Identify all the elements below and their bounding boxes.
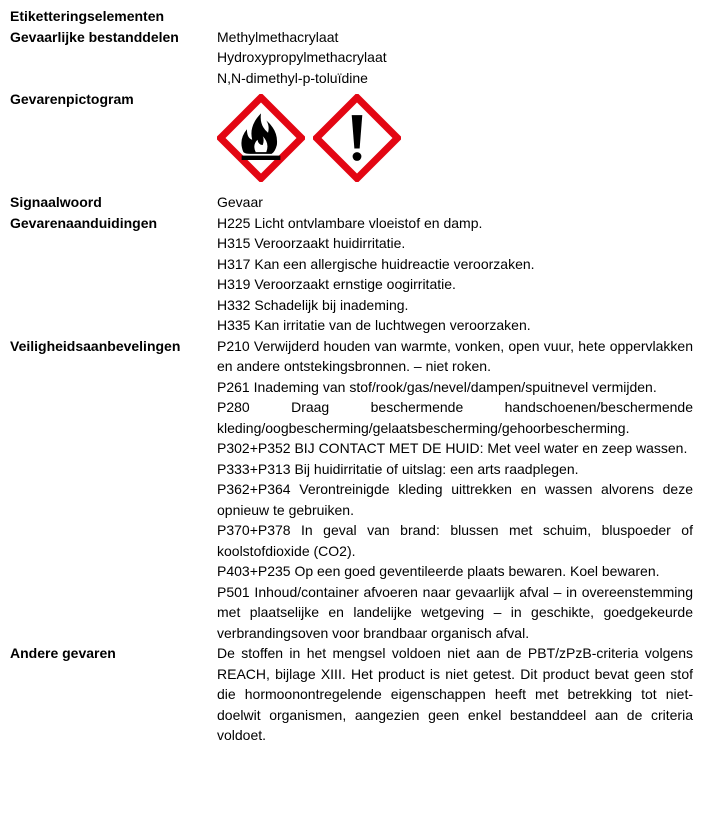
precautionary-statements-row <box>10 336 714 644</box>
precautionary-statement: P370+P378 In geval van brand: blussen met schuim, bluspoeder of koolstofdioxide (CO2). <box>217 522 693 559</box>
precautionary-statement: P302+P352 BIJ CONTACT MET DE HUID: Met veel water en zeep wassen. <box>217 440 688 456</box>
other-hazards-text: De stoffen in het mengsel voldoen niet aan de PBT/zPzB-criteria volgens REACH, bijlage XIII. Het product is niet getest. Dit product bevat geen stof die hormoonontregelende eigenschappen heeft met betrekking tot niet-doelwit organismen, aangezien geen enkel bestanddeel aan de criteria voldoet. <box>217 645 693 743</box>
ingredient-item: N,N-dimethyl-p-toluïdine <box>217 69 368 86</box>
label-elements-section <box>10 6 714 746</box>
precautionary-statements-list <box>217 336 693 644</box>
precautionary-statement: P261 Inademing van stof/rook/gas/nevel/dampen/spuitnevel vermijden. <box>217 378 657 395</box>
hazardous-ingredients-list <box>217 27 693 89</box>
section-header-row <box>10 6 714 27</box>
precautionary-statements-label: Veiligheidsaanbevelingen <box>10 337 181 354</box>
precautionary-statement: P501 Inhoud/container afvoeren naar gevaarlijk afval – in overeenstemming met plaatselijke en landelijke wetgeving – in geschikte, goedgekeurde verbrandingsoven voor brandbaar organisch afval. <box>217 583 693 641</box>
precautionary-statement: P362+P364 Verontreinigde kleding uittrekken en wassen alvorens deze opnieuw te gebruiken. <box>217 481 693 518</box>
hazardous-ingredients-label: Gevaarlijke bestanddelen <box>10 28 179 45</box>
ingredient-item: Hydroxypropylmethacrylaat <box>217 49 387 65</box>
precautionary-statement: P333+P313 Bij huidirritatie of uitslag: een arts raadplegen. <box>217 460 579 477</box>
pictogram-list <box>217 88 693 192</box>
hazard-statements-list <box>217 213 693 336</box>
precautionary-statement: P403+P235 Op een goed geventileerde plaats bewaren. Koel bewaren. <box>217 563 660 579</box>
pictogram-group <box>217 94 693 176</box>
hazard-statements-label: Gevarenaanduidingen <box>10 214 158 231</box>
precautionary-statement: P210 Verwijderd houden van warmte, vonken, open vuur, hete oppervlakken en andere ontstekingsbronnen. – niet roken. <box>217 337 693 374</box>
hazard-statement: H225 Licht ontvlambare vloeistof en damp. <box>217 214 483 231</box>
exclamation-mark-icon <box>313 94 401 182</box>
signal-word-value: Gevaar <box>217 194 263 210</box>
hazard-statement: H319 Veroorzaakt ernstige oogirritatie. <box>217 276 456 292</box>
other-hazards-row <box>10 643 714 746</box>
hazard-statement: H332 Schadelijk bij inademing. <box>217 296 409 313</box>
hazard-statement: H315 Veroorzaakt huidirritatie. <box>217 235 406 251</box>
hazard-statement: H317 Kan een allergische huidreactie veroorzaken. <box>217 255 535 272</box>
signal-word-row <box>10 192 714 213</box>
hazard-statement: H335 Kan irritatie van de luchtwegen veroorzaken. <box>217 317 531 333</box>
other-hazards-label: Andere gevaren <box>10 645 116 661</box>
pictogram-label: Gevarenpictogram <box>10 91 134 107</box>
hazard-statements-row <box>10 213 714 336</box>
pictogram-row <box>10 88 714 192</box>
flame-icon <box>217 94 305 182</box>
hazardous-ingredients-row <box>10 27 714 89</box>
section-title: Etiketteringselementen <box>10 8 165 24</box>
precautionary-statement: P280 Draag beschermende handschoenen/beschermende kleding/oogbescherming/gelaatsbescherming/gehoorbescherming. <box>217 399 693 436</box>
ingredient-item: Methylmethacrylaat <box>217 28 339 45</box>
signal-word-label: Signaalwoord <box>10 194 102 210</box>
